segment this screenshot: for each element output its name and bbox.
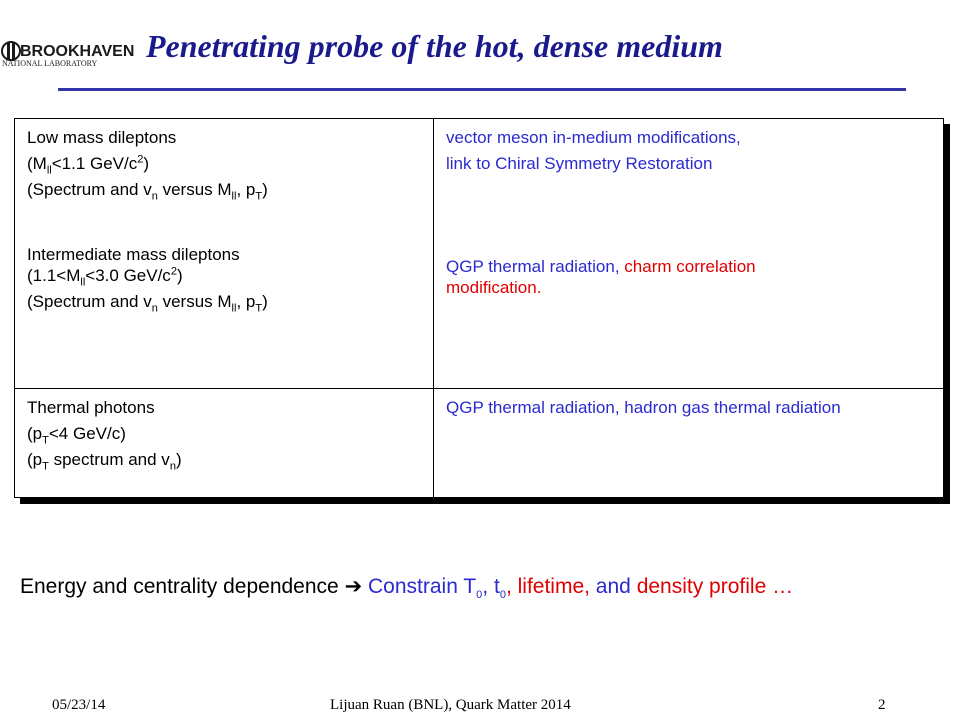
table-row	[15, 389, 944, 498]
photons-physics-cell	[434, 389, 944, 498]
charm-modification-line: modification.	[446, 278, 542, 297]
logo-name: BROOKHAVEN	[20, 43, 135, 60]
footer-date: 05/23/14	[52, 697, 106, 713]
low-mass-condition: ($M_{ll}<1.1$ GeV/$c^2$)	[27, 153, 150, 177]
intermediate-mass-condition: ($1.1<M_{ll}<3.0$ GeV/$c^2$)	[27, 265, 183, 289]
chiral-symmetry-line: link to Chiral Symmetry Restoration	[446, 154, 713, 173]
brookhaven-logo	[0, 34, 136, 74]
dileptons-physics-cell	[434, 119, 944, 389]
low-mass-spectrum: (Spectrum and $v_n$ versus $M_{ll}$, $p_T$)	[27, 180, 268, 203]
low-mass-heading: Low mass dileptons	[27, 128, 177, 147]
vector-meson-line: vector meson in-medium modifications,	[446, 128, 741, 147]
footer-author: Lijuan Ruan (BNL), Quark Matter 2014	[330, 697, 571, 713]
slide-title: Penetrating probe of the hot, dense medium	[146, 28, 723, 64]
dileptons-cell	[15, 119, 434, 389]
photons-cell	[15, 389, 434, 498]
table-row	[15, 119, 944, 389]
photons-condition: ($p_T<4$ GeV/c)	[27, 424, 126, 447]
summary-statement: Energy and centrality dependence ➔ Constrain $T_0$, $t_0$, lifetime, and density profile …	[20, 575, 794, 602]
probes-table	[14, 118, 944, 498]
intermediate-mass-spectrum: (Spectrum and $v_n$ versus $M_{ll}$, $p_T$)	[27, 292, 268, 315]
page-number: 2	[878, 697, 886, 713]
qgp-charm-line: QGP thermal radiation, charm correlation	[446, 257, 756, 276]
arrow-icon: ➔	[344, 575, 363, 598]
photons-spectrum: ($p_T$ spectrum and $v_n$)	[27, 450, 182, 473]
photons-physics-text: QGP thermal radiation, hadron gas thermal radiation	[446, 398, 841, 417]
intermediate-mass-heading: Intermediate mass dileptons	[27, 245, 240, 264]
photons-heading: Thermal photons	[27, 398, 155, 417]
logo-subtitle: NATIONAL LABORATORY	[2, 59, 98, 68]
title-underline	[58, 88, 906, 91]
